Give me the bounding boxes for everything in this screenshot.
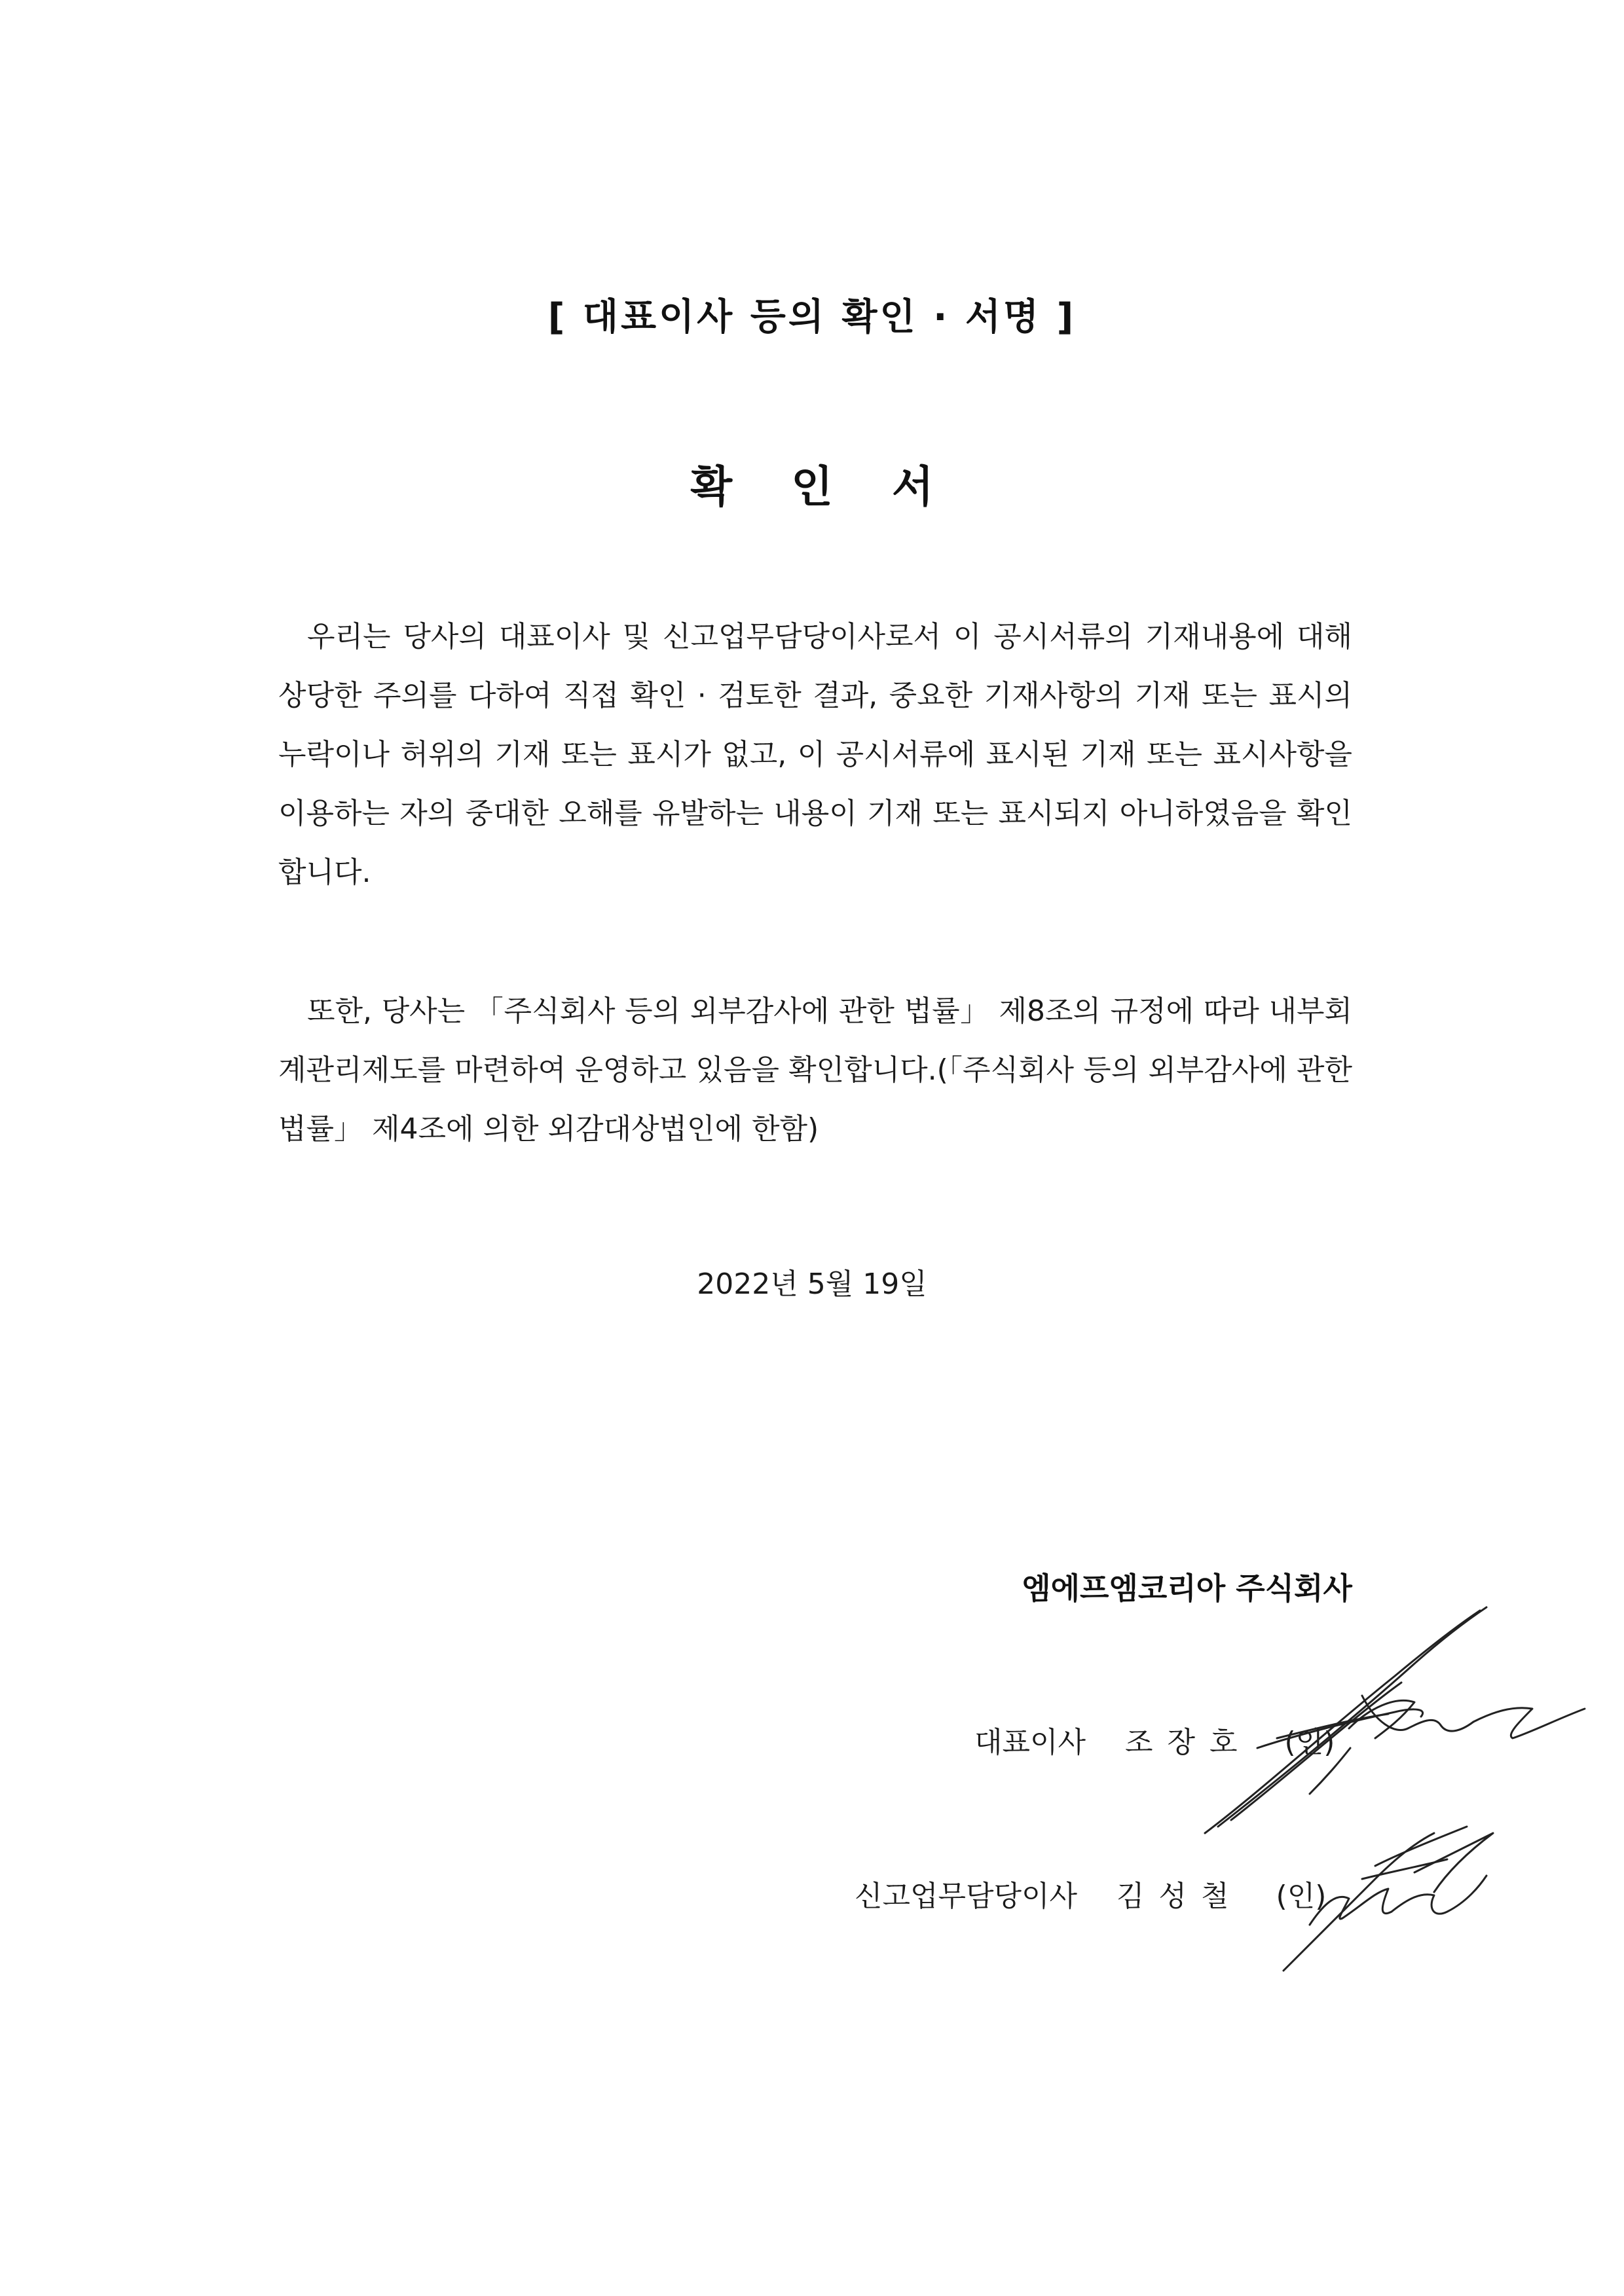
seal-mark: (인) xyxy=(1284,1726,1335,1759)
company-name: 엠에프엠코리아 주식회사 xyxy=(1022,1571,1352,1606)
confirmation-paragraph-text: 우리는 당사의 대표이사 및 신고업무담당이사로서 이 공시서류의 기재내용에 대해 상당한 주의를 다하여 직접 확인 · 검토한 결과, 중요한 기재사항의 기재 또는 표시의 누락이나 허위의 기재 또는 표시가 없고, 이 공시서류에 표시된 기재 또는 표시사항을 이용하는 자의 중대한 오해를 유발하는 내용이 기재 또는 표시되지 아니하였음을 확인합니다. xyxy=(278,620,1353,889)
section-heading: [ 대표이사 등의 확인 · 서명 ] xyxy=(547,296,1077,338)
signatory-name: 김성철 xyxy=(1116,1880,1244,1913)
ceo-signature-icon xyxy=(1179,1597,1598,1846)
officer-signature-icon xyxy=(1270,1813,1545,1977)
document-date: 2022년 5월 19일 xyxy=(697,1267,927,1301)
confirmation-paragraph xyxy=(278,608,1352,902)
signatory-name: 조장호 xyxy=(1125,1726,1252,1759)
internal-control-paragraph xyxy=(278,982,1352,1159)
seal-mark: (인) xyxy=(1276,1880,1327,1913)
signatory-role: 신고업무담당이사 xyxy=(855,1880,1078,1913)
document-title: 확인서 xyxy=(690,462,993,512)
internal-control-paragraph-text: 또한, 당사는 「주식회사 등의 외부감사에 관한 법률」 제8조의 규정에 따라 내부회계관리제도를 마련하여 운영하고 있음을 확인합니다.(「주식회사 등의 외부감사에 관한 법률」 제4조에 의한 외감대상법인에 한함) xyxy=(278,994,1352,1146)
signatory-row-disclosure-officer xyxy=(855,1872,1326,1914)
signatory-role: 대표이사 xyxy=(974,1726,1086,1759)
